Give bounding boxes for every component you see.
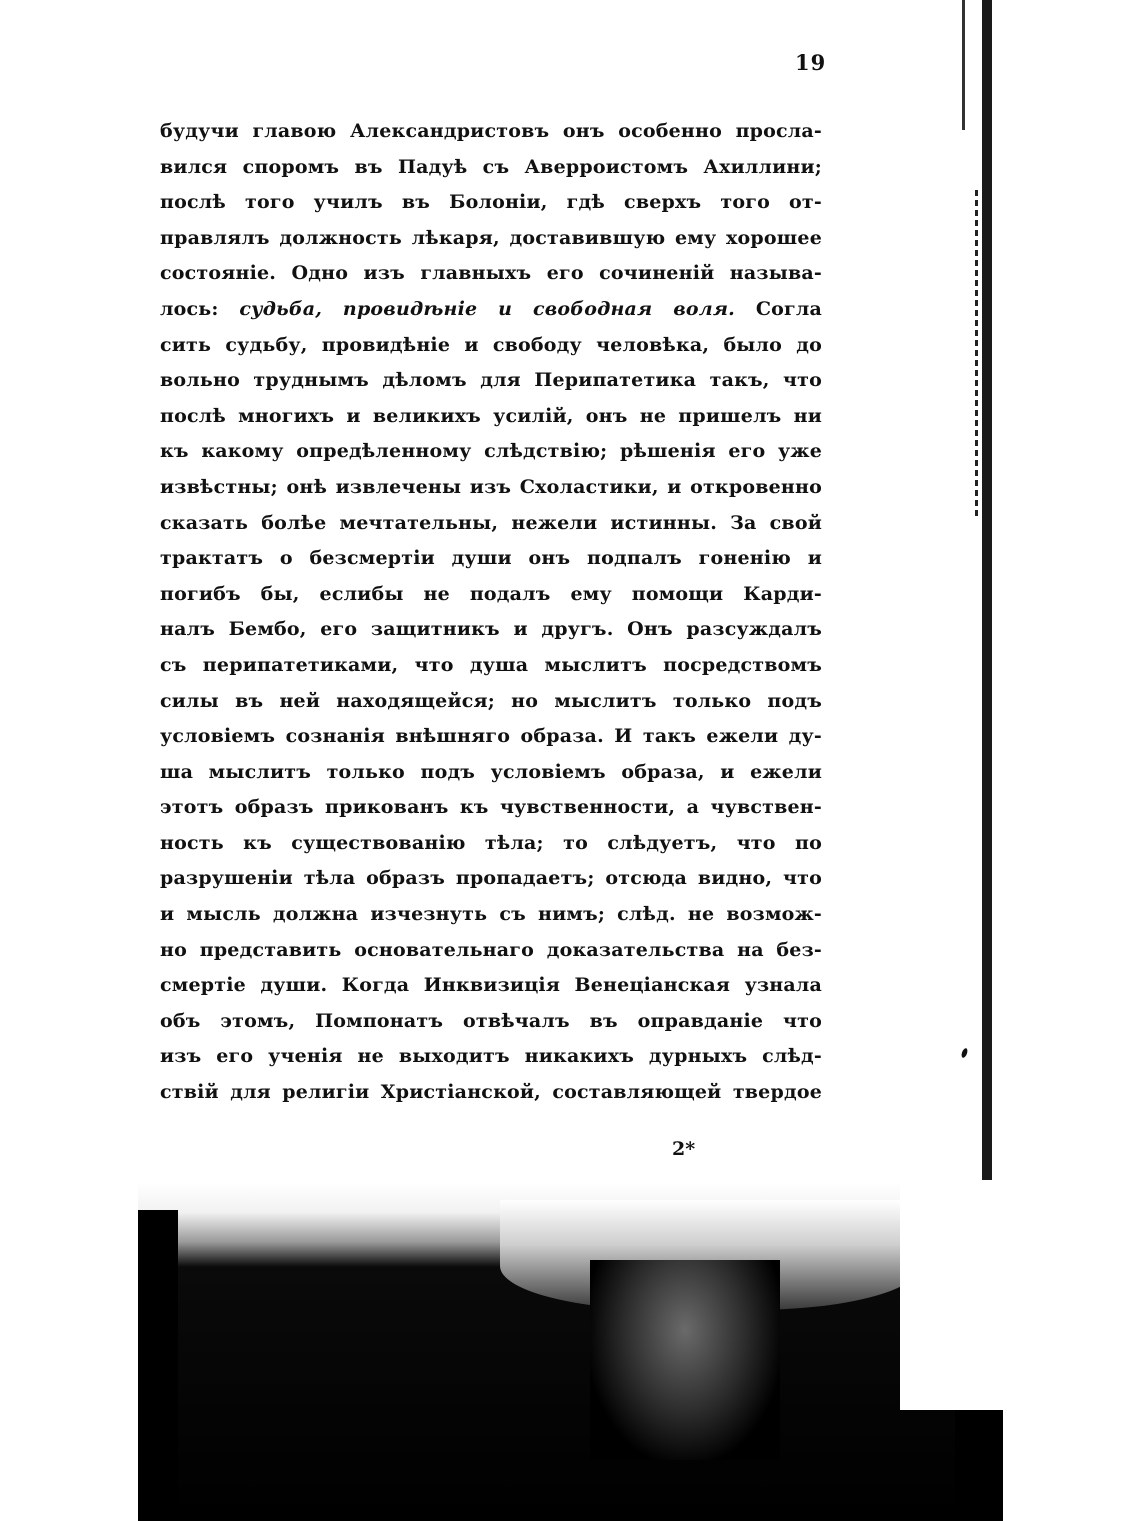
scanner-shadow-left bbox=[138, 1210, 178, 1521]
text-line-26: объ этомъ, Помпонатъ отвѣчалъ въ оправданіе что bbox=[160, 1009, 822, 1032]
text-line-9: послѣ многихъ и великихъ усилій, онъ не пришелъ ни bbox=[160, 404, 822, 427]
text-line-14: погибъ бы, еслибы не подалъ ему помощи Карди- bbox=[160, 582, 822, 605]
scanner-edge-white-step bbox=[930, 1300, 1003, 1410]
text-line-27: изъ его ученія не выходитъ никакихъ дурныхъ слѣд- bbox=[160, 1045, 822, 1068]
text-line-3: послѣ того училъ въ Болоніи, гдѣ сверхъ того от- bbox=[160, 191, 822, 214]
text-line-12: сказать болѣе мечтательны, нежели истинны. За свой bbox=[160, 511, 822, 534]
signature-mark: 2* bbox=[672, 1138, 696, 1160]
body-text bbox=[160, 114, 822, 1111]
text-line-28: ствій для религіи Христіанской, составляющей твердое bbox=[160, 1081, 822, 1104]
text-line-8: вольно труднымъ дѣломъ для Перипатетика такъ, что bbox=[160, 369, 822, 392]
text-line-22: разрушеніи тѣла образъ пропадаетъ; отсюда видно, что bbox=[160, 867, 822, 890]
text-line-23: и мысль должна изчезнуть съ нимъ; слѣд. не возмож- bbox=[160, 903, 822, 926]
text-line-13: трактатъ о безсмертіи души онъ подпалъ гоненію и bbox=[160, 547, 822, 570]
page-number: 19 bbox=[795, 50, 827, 75]
text-line-10: къ какому опредѣленному слѣдствію; рѣшенія его уже bbox=[160, 440, 822, 463]
text-line-24: но представить основательнаго доказательства на без- bbox=[160, 938, 822, 961]
text-line-6-lead: лось: bbox=[160, 297, 240, 320]
text-line-16: съ перипатетиками, что душа мыслитъ посредствомъ bbox=[160, 653, 822, 676]
binding-edge-thin bbox=[962, 0, 965, 130]
binding-edge bbox=[982, 0, 992, 1180]
scanner-shadow-right bbox=[955, 1410, 1003, 1521]
text-line-19: ша мыслитъ только подъ условіемъ образа, и ежели bbox=[160, 760, 822, 783]
scanner-lens-glow bbox=[590, 1260, 780, 1460]
text-line-11: извѣстны; онѣ извлечены изъ Схоластики, и откровенно bbox=[160, 475, 822, 498]
binding-edge-dotted bbox=[975, 190, 978, 520]
text-line-15: налъ Бембо, его защитникъ и другъ. Онъ разсуждалъ bbox=[160, 618, 822, 641]
ink-speck bbox=[960, 1047, 968, 1058]
text-line-7: сить судьбу, провидѣніе и свободу человѣка, было до bbox=[160, 333, 822, 356]
text-line-1: будучи главою Александристовъ онъ особенно просла- bbox=[160, 120, 822, 142]
text-line-20: этотъ образъ прикованъ къ чувственности, а чувствен- bbox=[160, 796, 822, 819]
text-line-18: условіемъ сознанія внѣшняго образа. И такъ ежели ду- bbox=[160, 725, 822, 748]
text-line-4: правлялъ должность лѣкаря, доставившую ему хорошее bbox=[160, 226, 822, 249]
text-line-6-tail: Согла bbox=[735, 297, 822, 320]
text-line-25: смертіе души. Когда Инквизиція Венеціанская узнала bbox=[160, 974, 822, 997]
text-line-2: вился споромъ въ Падуѣ съ Аверроистомъ Ахиллини; bbox=[160, 155, 822, 178]
text-line-6 bbox=[160, 292, 822, 328]
text-line-5: состояніе. Одно изъ главныхъ его сочиненій называ- bbox=[160, 262, 822, 285]
text-line-17: силы въ ней находящейся; но мыслитъ только подъ bbox=[160, 689, 822, 712]
book-title-italic: судьба, провидѣніе и свободная воля. bbox=[239, 297, 735, 320]
text-line-21: ность къ существованію тѣла; то слѣдуетъ, что по bbox=[160, 831, 822, 854]
